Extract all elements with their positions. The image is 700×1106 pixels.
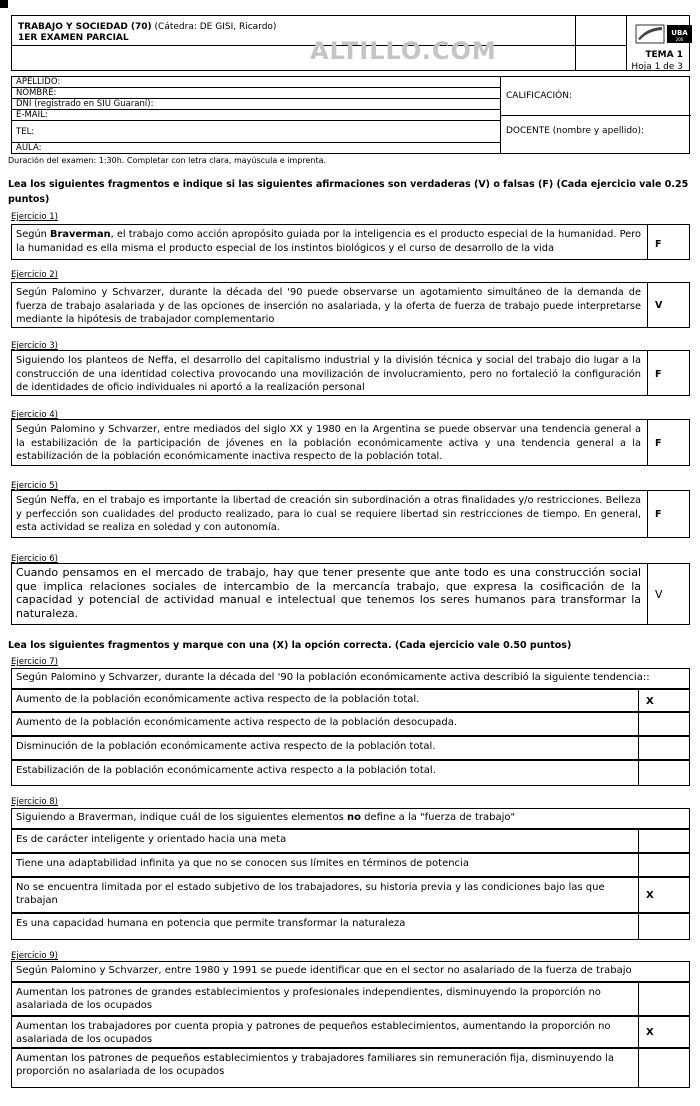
email-field[interactable]: E-MAIL: [12,110,500,121]
option-mark-cell[interactable] [638,1049,691,1087]
option-mark: X [646,1027,654,1038]
option-text: Disminución de la población económicamente activa respecto de la población total. [16,741,436,752]
option-row [11,1048,690,1088]
logo-text: UBA [671,29,688,37]
exercise-4-label: Ejercicio 4) [11,410,58,420]
exercise-9-label: Ejercicio 9) [11,951,58,961]
option-row [11,982,690,1016]
option-row [11,1016,690,1048]
option-mark-cell[interactable] [638,761,691,785]
exam-name: 1ER EXAMEN PARCIAL [18,33,129,43]
aula-field[interactable]: AULA: [16,143,42,153]
option-mark-cell[interactable] [638,737,691,759]
exercise-statement: Según Neffa, en el trabajo es importante la libertad de creación sin subordinación a otras finalidades y/o restricciones. Belleza y perfección son cualidades del producto realizado, para lo cual se requiere libertad sin restricciones de tiempo. En general, esta actividad se realiza en soledad y con autonomía. [16,495,641,533]
option-mark-cell[interactable] [638,713,691,735]
exercise-1-label: Ejercicio 1) [11,212,58,222]
section2-instructions: Lea los siguientes fragmentos y marque con una (X) la opción correcta. (Cada ejercicio vale 0.50 puntos) [8,640,572,651]
option-text: Aumentan los patrones de grandes establecimientos y profesionales independientes, disminuyendo la proporción no asalariada de los ocupados [16,987,601,1011]
option-text: Tiene una adaptabilidad infinita ya que no se conocen sus límites en términos de potencia [16,858,469,869]
option-row [11,760,690,786]
option-mark-cell[interactable] [638,878,691,912]
option-mark-cell[interactable] [638,1017,691,1047]
exercise-question: Según Palomino y Schvarzer, durante la década del '90 la población económicamente activa describió la siguiente tendencia:: [11,668,690,689]
section1-instructions: Lea los siguientes fragmentos e indique si las siguientes afirmaciones son verdaderas (V) o falsas (F) (Cada ejercicio vale 0.25 puntos) [8,179,689,205]
exercise-6-label: Ejercicio 6) [11,554,58,564]
option-row [11,877,690,913]
option-mark-cell[interactable] [638,830,691,852]
dni-field[interactable]: DNI (registrado en SIU Guaraní): [12,99,500,110]
option-text: Es una capacidad humana en potencia que permite transformar la naturaleza [16,918,406,929]
option-text: Aumento de la población económicamente activa respecto de la población desocupada. [16,717,458,728]
exercise-statement: Según Palomino y Schvarzer, durante la década del '90 puede observarse un agotamiento simultáneo de la demanda de fuerza de trabajo asalariada y de las opciones de inserción no asalariada, y la oferta de fuerza de trabajo puede interpretarse mediante la hipótesis de trabajador complementario [16,287,641,325]
exercise-5-label: Ejercicio 5) [11,481,58,491]
answer-cell[interactable] [647,225,691,259]
exercise-question: Siguiendo a Braverman, indique cuál de los siguientes elementos no define a la "fuerza de trabajo" [11,808,690,829]
exercise-2-box [11,282,690,328]
emphasis: no [347,812,361,823]
answer-value: V [655,300,663,311]
option-mark-cell[interactable] [638,914,691,939]
corner-mark [0,0,8,8]
exercise-3-box [11,350,690,396]
option-text: Aumentan los trabajadores por cuenta propia y patrones de pequeños establecimientos, aumentando la proporción no asalariada de los ocupados [16,1021,611,1045]
tel-field[interactable]: TEL: [12,121,500,143]
calificacion-label: CALIFICACIÓN: [506,91,573,101]
option-text: Aumentan los patrones de pequeños establecimientos y trabajadores familiares sin remuneración fija, disminuyendo la proporción no asalariada de los ocupados [16,1053,614,1077]
answer-cell[interactable] [647,564,691,624]
exercise-6-box [11,563,690,625]
option-mark: X [646,890,654,901]
option-text: Aumento de la población económicamente activa respecto de la población total. [16,694,420,705]
exercise-3-label: Ejercicio 3) [11,341,58,351]
option-row [11,736,690,760]
option-mark: X [646,696,654,707]
exercise-question: Según Palomino y Schvarzer, entre 1980 y 1991 se puede identificar que en el sector no asalariado de la fuerza de trabajo [11,961,690,982]
option-row [11,689,690,712]
exercise-2-label: Ejercicio 2) [11,270,58,280]
answer-value: F [655,438,662,449]
student-fields [12,77,501,153]
catedra: (Cátedra: DE GISI, Ricardo) [154,22,277,32]
docente-label: DOCENTE (nombre y apellido): [506,126,645,136]
option-mark-cell[interactable] [638,854,691,876]
nombre-field[interactable]: NOMBRE: [12,88,500,99]
exercise-statement: Cuando pensamos en el mercado de trabajo, hay que tener presente que ante todo es una construcción social que implica relaciones sociales de intercambio de la mercancía trabajo, que expresa la cosificación de la capacidad y potencial de actividad manual e intelectual que tenemos los seres humanos para transformar la naturaleza. [16,566,641,620]
answer-cell[interactable] [647,351,691,395]
student-info-box [11,76,690,154]
student-right-divider [500,115,691,116]
exercise-statement: Según Braverman, el trabajo como acción apropósito guiada por la inteligencia es el producto especial de la humanidad. Pero la humanidad es ella misma el producto especial de los instintos biológicos y el curso de desarrollo de la vida [16,229,641,254]
duration-note: Duración del examen: 1:30h. Completar con letra clara, mayúscula e imprenta. [8,156,327,165]
answer-cell[interactable] [647,420,691,465]
option-row [11,853,690,877]
apellido-field[interactable]: APELLIDO: [12,77,500,88]
option-row [11,829,690,853]
logo-sub: 200 [675,37,684,42]
answer-value: V [655,588,663,601]
answer-value: F [655,509,662,520]
exercise-1-box [11,224,690,260]
exercise-5-box [11,490,690,538]
option-mark-cell[interactable] [638,690,691,711]
option-text: No se encuentra limitada por el estado subjetivo de los trabajadores, su historia previa y las condiciones bajo las que trabajan [16,882,605,906]
option-text: Estabilización de la población económicamente activa respecto a la población total. [16,765,436,776]
exercise-statement: Siguiendo los planteos de Neffa, el desarrollo del capitalismo industrial y la división técnica y social del trabajo dio lugar a la construcción de una identidad colectiva provocando una movilización de involucramiento, pero no fortaleció la configuración de identidades de oficio individuales ni aportó a la realización personal [16,355,641,393]
header-spacer-cell [575,16,627,70]
answer-cell[interactable] [647,283,691,327]
tema-label: TEMA 1 [645,50,683,60]
answer-value: F [655,239,662,250]
option-text: Es de carácter inteligente y orientado hacia una meta [16,834,287,845]
option-row [11,913,690,940]
hoja-label: Hoja 1 de 3 [631,62,683,72]
exercise-4-box [11,419,690,466]
exercise-7-label: Ejercicio 7) [11,657,58,667]
exercise-8-label: Ejercicio 8) [11,797,58,807]
exercise-statement: Según Palomino y Schvarzer, entre mediados del siglo XX y 1980 en la Argentina se puede observar una tendencia general a la estabilización de la participación de jóvenes en la población económicamente activa y una tendencia general a la estabilización de la población económicamente inactiva respecto de la población total. [16,424,641,462]
option-mark-cell[interactable] [638,983,691,1015]
course-title: TRABAJO Y SOCIEDAD (70) [18,22,152,32]
option-row [11,712,690,736]
emphasis: Braverman [50,229,111,240]
uba-logo-icon [634,24,694,44]
answer-value: F [655,369,662,380]
watermark: ALTILLO.COM [310,37,497,65]
answer-cell[interactable] [647,491,691,537]
